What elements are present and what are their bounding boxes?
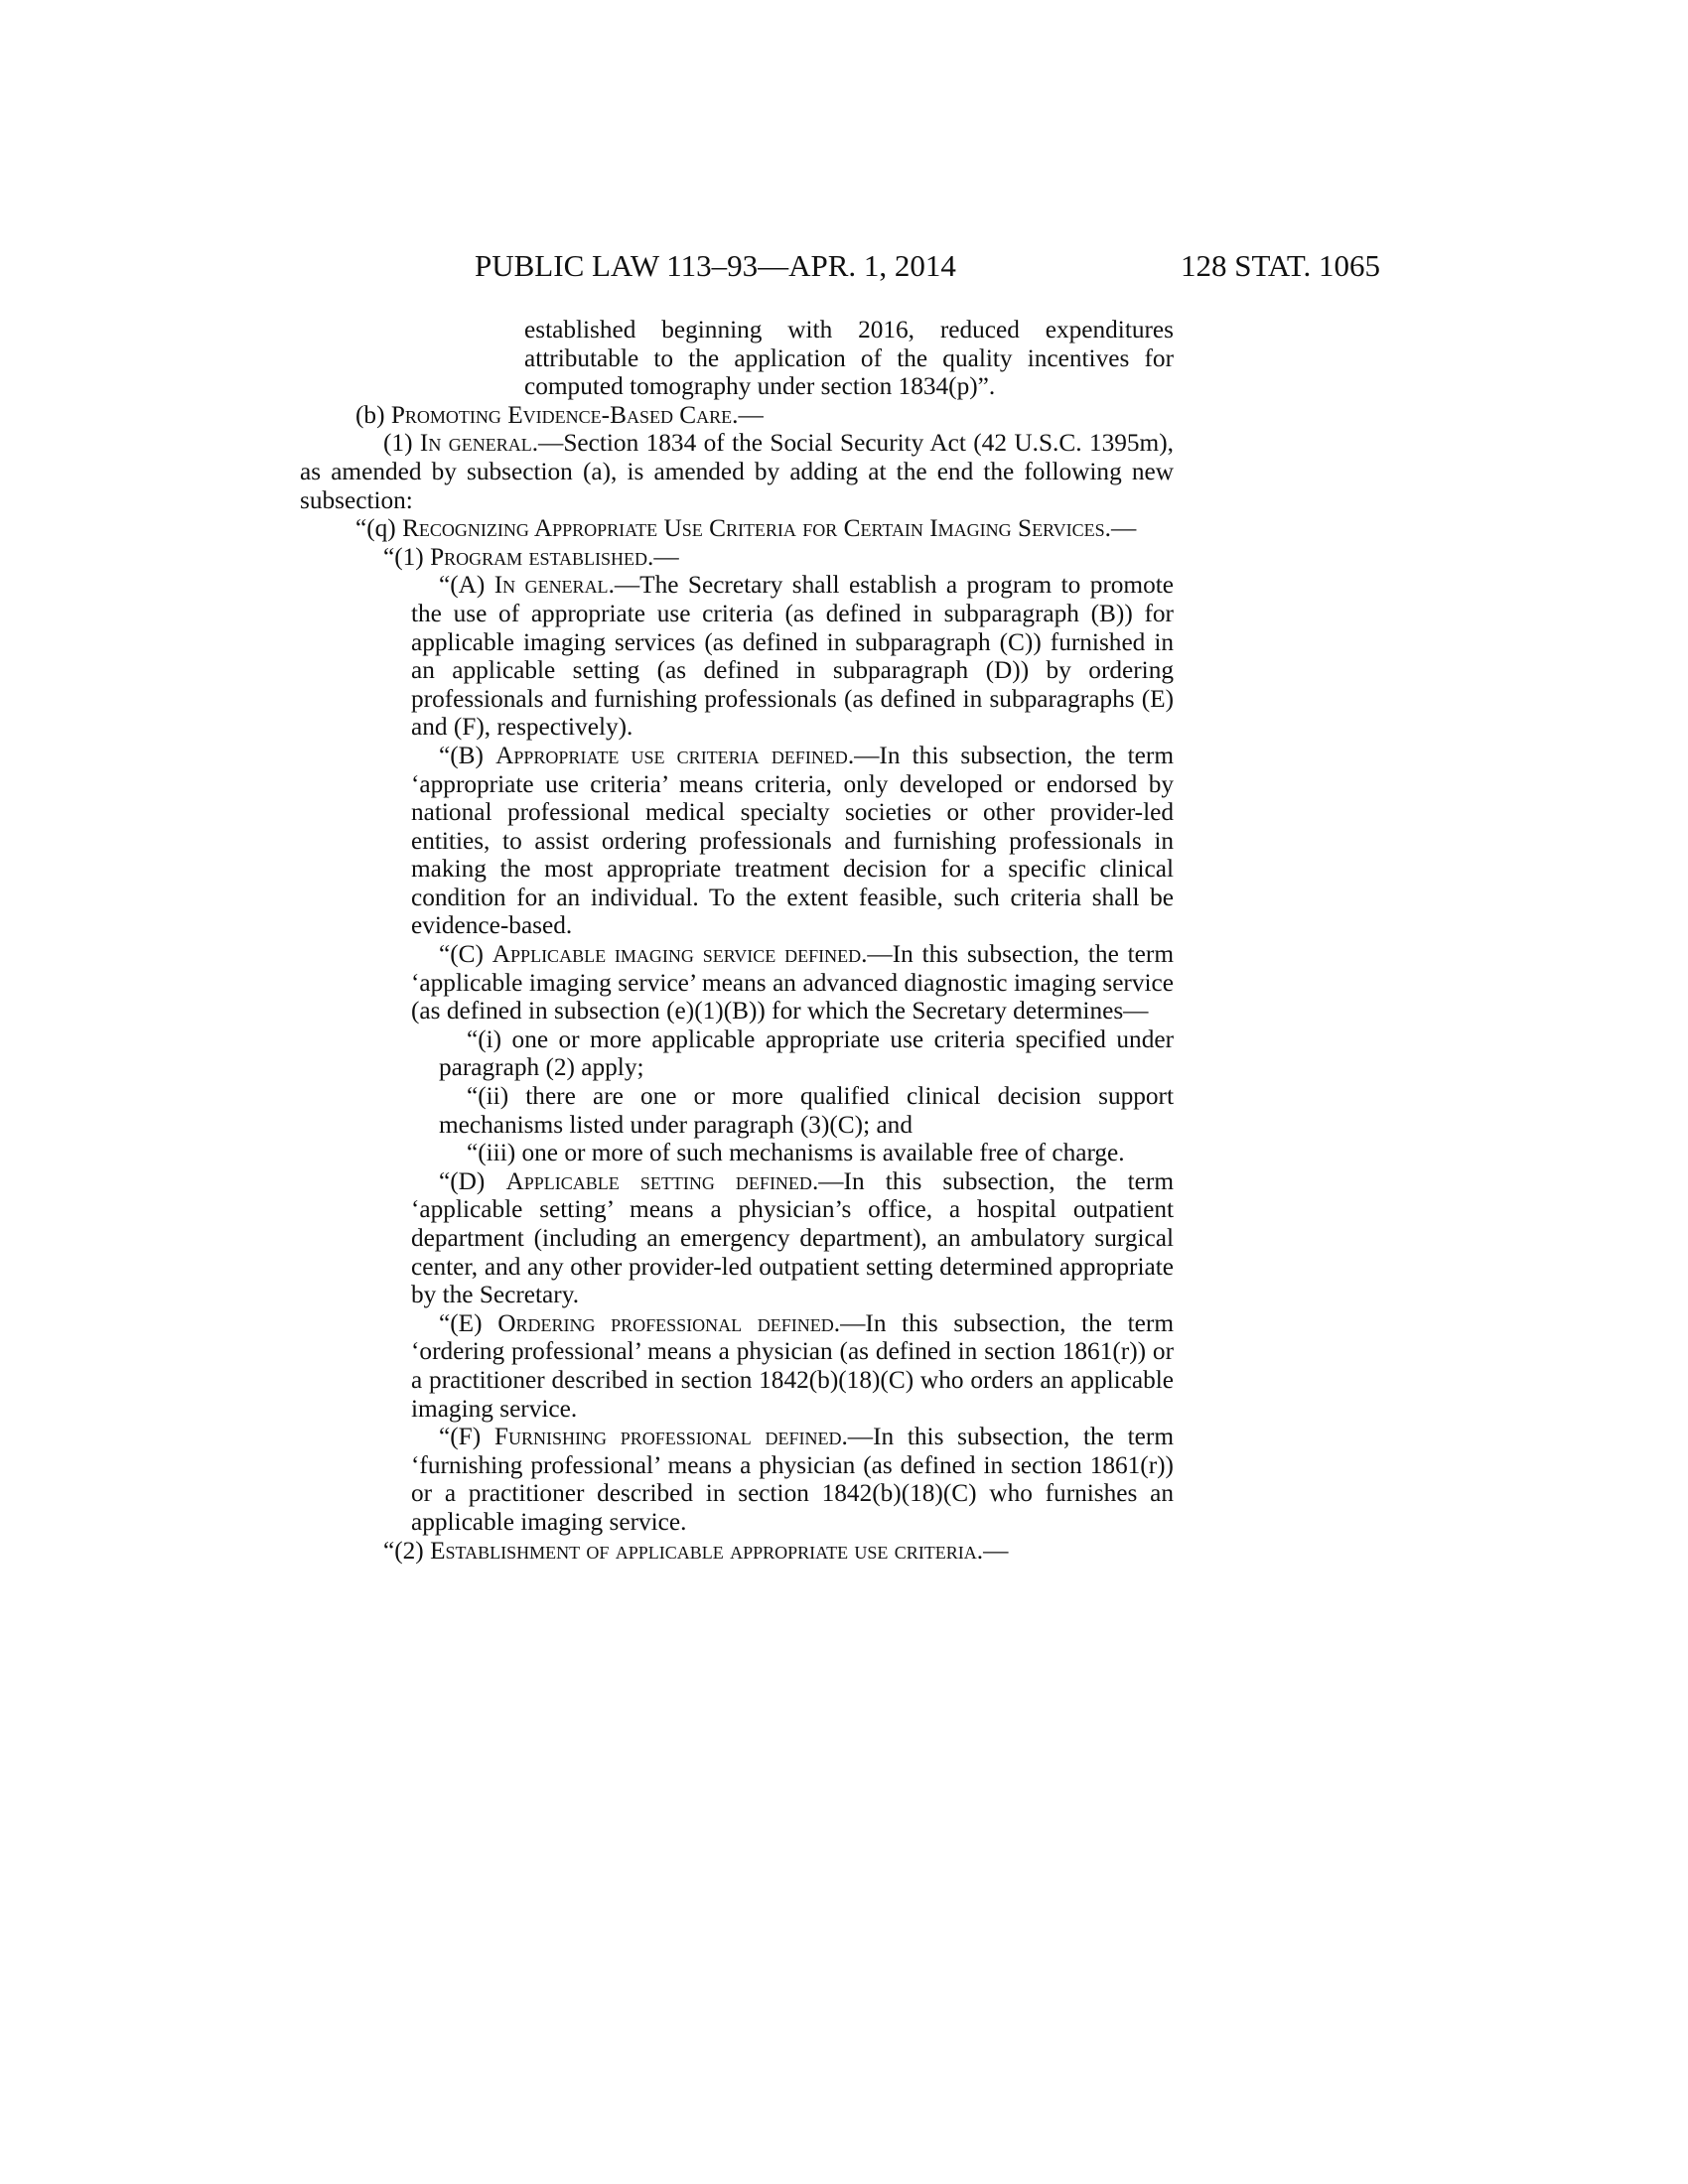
clause-i: “(i) one or more applicable appropriate use criteria specified under paragraph (2) apply;	[439, 1024, 1174, 1082]
subparagraphs	[300, 571, 1174, 1025]
subparagraph-a: “(A) In general.—The Secretary shall establish a program to promote the use of appropriate use criteria (as defined in subparagraph (B)) for applicable imaging services (as defined in subparagraph (C)) furnished in an applicable setting (as defined in subparagraph (D)) by ordering professionals and furnishing professionals (as defined in subparagraphs (E) and (F), respectively).	[411, 571, 1174, 742]
document-body	[300, 316, 1174, 1565]
subparagraph-e: “(E) Ordering professional defined.—In this subsection, the term ‘ordering professional’ means a physician (as defined in section 1861(r)) or a practitioner described in section 1842(b)(18)(C) who orders an applicable imaging service.	[411, 1308, 1175, 1423]
subparagraphs-continued	[300, 1167, 1174, 1537]
subparagraph-e-heading: Ordering professional defined	[497, 1308, 834, 1337]
clause-ii: “(ii) there are one or more qualified clinical decision support mechanisms listed under paragraph (3)(C); and	[439, 1082, 1174, 1139]
subparagraph-c-heading: Applicable imaging service defined	[492, 940, 862, 969]
statute-page-number: 128 STAT. 1065	[1180, 248, 1380, 283]
subsection-b: (b) Promoting Evidence-Based Care.—	[355, 400, 764, 429]
paragraph-b-1-heading: In general	[419, 429, 532, 458]
subparagraph-d: “(D) Applicable setting defined.—In this subsection, the term ‘applicable setting’ means a physician’s office, a hospital outpatient department (including an emergency department), an ambulatory surgical center, and any other provider-led outpatient setting determined appropriate by the Secretary.	[411, 1166, 1174, 1309]
paragraph-b-1: (1) In general.—Section 1834 of the Social Security Act (42 U.S.C. 1395m), as amended by subsection (a), is amended by adding at the end the following new subsection:	[300, 429, 1174, 514]
paragraph-q-1-heading: Program established	[430, 542, 648, 571]
subparagraph-b-heading: Appropriate use criteria defined	[495, 741, 848, 769]
subparagraph-f-heading: Furnishing professional defined	[493, 1423, 842, 1451]
subsection-b-heading: Promoting Evidence-Based Care	[390, 400, 733, 429]
subsection-q: “(q) Recognizing Appropriate Use Criteria for Certain Imaging Services.—	[355, 514, 1137, 543]
paragraph-q-2-heading: Establishment of applicable appropriate use criteria	[430, 1536, 977, 1565]
continued-paragraph: established beginning with 2016, reduced expenditures attributable to the application of the quality incentives for computed tomography under section 1834(p)”.	[524, 316, 1174, 401]
subparagraph-f: “(F) Furnishing professional defined.—In this subsection, the term ‘furnishing professional’ means a physician (as defined in section 1861(r)) or a practitioner described in section 1842(b)(18)(C) who furnishes an applicable imaging service.	[411, 1423, 1174, 1536]
subparagraph-c: “(C) Applicable imaging service defined.—In this subsection, the term ‘applicable imaging service’ means an advanced diagnostic imaging service (as defined in subsection (e)(1)(B)) for which the Secretary determines—	[411, 940, 1174, 1025]
subparagraph-d-heading: Applicable setting defined	[505, 1166, 812, 1195]
paragraph-q-2: “(2) Establishment of applicable appropriate use criteria.—	[383, 1536, 1009, 1565]
subparagraph-b: “(B) Appropriate use criteria defined.—In this subsection, the term ‘appropriate use criteria’ means criteria, only developed or endorsed by national professional medical specialty societies or other provider-led entities, to assist ordering professionals and furnishing professionals in making the most appropriate treatment decision for a specific clinical condition for an individual. To the extent feasible, such criteria shall be evidence-based.	[411, 741, 1174, 940]
clause-iii: “(iii) one or more of such mechanisms is available free of charge.	[467, 1139, 1125, 1167]
page-header	[475, 246, 1380, 286]
clauses	[300, 1025, 1174, 1167]
subparagraph-a-heading: In general	[493, 571, 609, 600]
subsection-q-heading: Recognizing Appropriate Use Criteria for Certain Imaging Services	[402, 514, 1105, 543]
public-law-citation: PUBLIC LAW 113–93—APR. 1, 2014	[475, 248, 956, 283]
paragraph-q-1: “(1) Program established.—	[383, 542, 679, 571]
